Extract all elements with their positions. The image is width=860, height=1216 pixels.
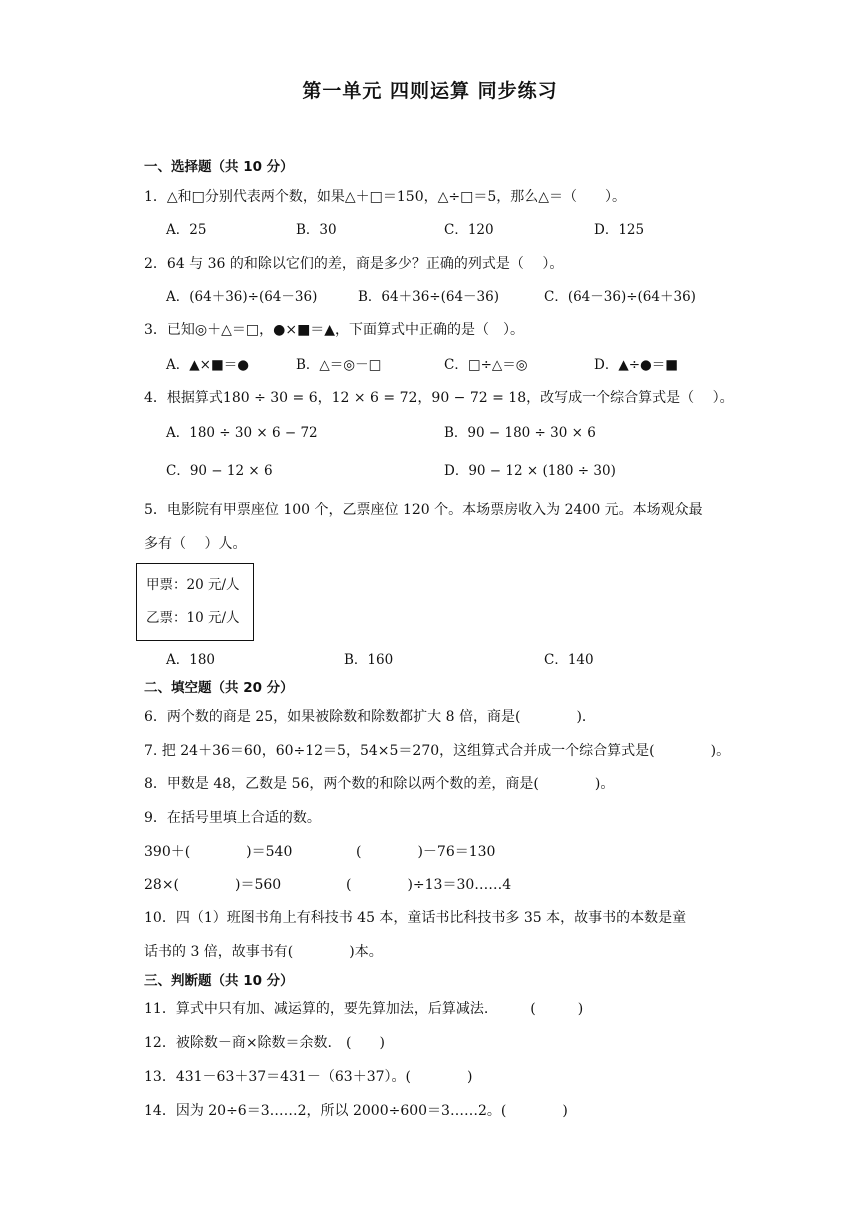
question-5-stem-line-2: 多有（ ）人。 <box>144 536 247 552</box>
q5-option-b: B．160 <box>344 652 394 668</box>
ticket-price-box <box>136 563 254 641</box>
question-13: 13．431－63＋37＝431－（63＋37）。( ) <box>144 1069 473 1085</box>
section-heading-fill: 二、填空题（共 20 分） <box>144 680 294 696</box>
q5-option-a: A．180 <box>166 652 216 668</box>
q5-option-c: C．140 <box>544 652 594 668</box>
section-heading-choice: 一、选择题（共 10 分） <box>144 159 294 175</box>
q2-option-c: C．(64－36)÷(64＋36) <box>544 289 696 305</box>
q9-blank-d: ( )÷13＝30……4 <box>346 877 512 893</box>
q4-option-a: A．180 ÷ 30 × 6 − 72 <box>166 425 318 441</box>
question-2-stem: 2．64 与 36 的和除以它们的差，商是多少？正确的列式是（ ）。 <box>144 256 564 272</box>
q4-option-b: B．90 − 180 ÷ 30 × 6 <box>444 425 596 441</box>
q2-option-a: A．(64＋36)÷(64－36) <box>166 289 318 305</box>
q3-option-b: B．△＝◎－□ <box>296 357 382 373</box>
q1-option-b: B．30 <box>296 222 337 238</box>
question-1-stem: 1．△和□分别代表两个数，如果△＋□＝150，△÷□＝5，那么△＝（ ）。 <box>144 189 627 205</box>
question-7: 7. 把 24＋36＝60，60÷12＝5，54×5＝270，这组算式合并成一个综合算式是( )。 <box>144 743 731 759</box>
q9-blank-a: 390＋( )＝540 <box>144 844 293 860</box>
question-4-stem: 4．根据算式180 ÷ 30 = 6，12 × 6 = 72，90 − 72 = 18，改写成一个综合算式是（ ）。 <box>144 390 734 406</box>
q4-option-d: D．90 − 12 × (180 ÷ 30) <box>444 463 616 479</box>
page-title: 第一单元 四则运算 同步练习 <box>302 80 558 102</box>
question-9-stem: 9．在括号里填上合适的数。 <box>144 810 321 826</box>
question-10-line-2: 话书的 3 倍，故事书有( )本。 <box>144 944 383 960</box>
q9-blank-c: 28×( )＝560 <box>144 877 282 893</box>
question-11: 11．算式中只有加、减运算的，要先算加法，后算减法. ( ) <box>144 1001 584 1017</box>
question-3-stem: 3．已知◎＋△＝□，●×■＝▲，下面算式中正确的是（ ）。 <box>144 322 525 338</box>
q4-option-c: C．90 − 12 × 6 <box>166 463 273 479</box>
q3-option-a: A．▲×■＝● <box>166 357 249 373</box>
question-5-stem-line-1: 5．电影院有甲票座位 100 个，乙票座位 120 个。本场票房收入为 2400 元。本场观众最 <box>144 502 703 518</box>
question-8: 8．甲数是 48，乙数是 56，两个数的和除以两个数的差，商是( )。 <box>144 776 615 792</box>
q3-option-d: D．▲÷●＝■ <box>594 357 679 373</box>
q9-blank-b: ( )－76＝130 <box>356 844 496 860</box>
q1-option-c: C．120 <box>444 222 494 238</box>
q1-option-a: A．25 <box>166 222 207 238</box>
question-14: 14．因为 20÷6＝3……2，所以 2000÷600＝3……2。( ) <box>144 1103 568 1119</box>
ticket-price-a: 甲票：20 元/人 <box>146 577 240 593</box>
question-12: 12．被除数－商×除数＝余数. ( ) <box>144 1035 385 1051</box>
q2-option-b: B．64＋36÷(64－36) <box>358 289 499 305</box>
q1-option-d: D．125 <box>594 222 645 238</box>
question-10-line-1: 10．四（1）班图书角上有科技书 45 本，童话书比科技书多 35 本，故事书的本数是童 <box>144 910 687 926</box>
section-heading-judge: 三、判断题（共 10 分） <box>144 973 294 989</box>
question-6: 6．两个数的商是 25，如果被除数和除数都扩大 8 倍，商是( )． <box>144 709 596 725</box>
ticket-price-b: 乙票：10 元/人 <box>146 610 240 626</box>
q3-option-c: C．□÷△＝◎ <box>444 357 528 373</box>
